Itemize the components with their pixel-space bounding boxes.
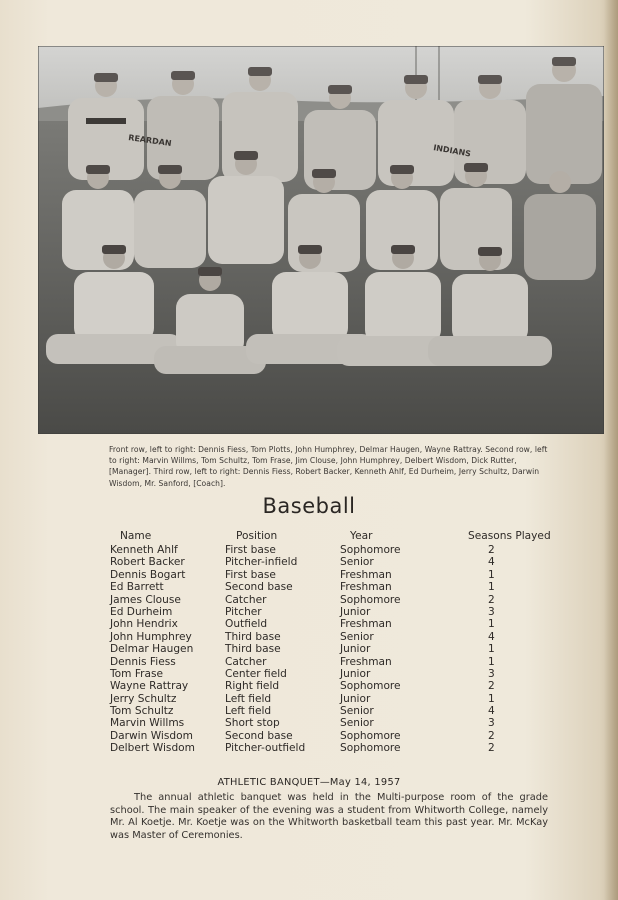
player-position: Pitcher-infield xyxy=(225,556,298,569)
player-name: John Humphrey xyxy=(110,630,192,643)
player-name: Ed Durheim xyxy=(110,605,173,618)
table-row xyxy=(108,680,568,692)
player-seasons: 1 xyxy=(488,655,495,668)
player-position: Center field xyxy=(225,667,287,680)
banquet-title: ATHLETIC BANQUET—May 14, 1957 xyxy=(217,777,401,788)
player-name: James Clouse xyxy=(110,593,181,606)
player-position: Left field xyxy=(225,692,272,705)
player-position: Pitcher-outfield xyxy=(225,742,306,755)
banquet-text: The annual athletic banquet was held in the Multi-purpose room of the grade school. The main speaker of the evening was a student from Whitworth College, namely Mr. Al Koetje. Mr. Koetje was on the Whitworth basketball team this past year. Mr. McKay was Master of Ceremonies. xyxy=(110,792,548,841)
player-name: Wayne Rattray xyxy=(110,680,189,693)
player-year: Sophomore xyxy=(340,742,401,755)
header-year: Year xyxy=(350,530,373,542)
table-row xyxy=(108,631,568,643)
player-seasons: 4 xyxy=(488,630,495,643)
player-year: Senior xyxy=(340,630,374,643)
player-position: First base xyxy=(225,544,276,556)
player-name: Delmar Haugen xyxy=(110,643,194,656)
player-seasons: 4 xyxy=(488,705,495,718)
roster-header-row xyxy=(108,530,568,544)
player-position: Catcher xyxy=(225,655,267,668)
player-seasons: 1 xyxy=(488,618,495,631)
player-position: Outfield xyxy=(225,618,268,631)
player-seasons: 2 xyxy=(488,593,495,606)
player-name: Jerry Schultz xyxy=(110,692,177,705)
jersey-text-indians: INDIANS xyxy=(432,143,472,159)
player-year: Senior xyxy=(340,556,374,569)
team-photo xyxy=(38,46,604,434)
player-position: Second base xyxy=(225,581,293,594)
player-seasons: 1 xyxy=(488,581,495,594)
player-seasons: 4 xyxy=(488,556,495,569)
player-position: Third base xyxy=(225,630,281,643)
table-row xyxy=(108,556,568,568)
player-name: Robert Backer xyxy=(110,556,185,569)
team-photo-image xyxy=(38,46,604,434)
roster-table xyxy=(108,530,568,755)
table-row xyxy=(108,705,568,717)
table-row xyxy=(108,544,568,556)
player-year: Junior xyxy=(340,605,371,618)
table-row xyxy=(108,581,568,593)
photo-caption: Front row, left to right: Dennis Fiess, Tom Plotts, John Humphrey, Delmar Haugen, Wayne Rattray. Second row, left to right: Marvin Willms, Tom Schultz, Tom Frase, Jim Clouse, John Humphrey, Delbert Wisdom, Dick Rutter, [Manager]. Third row, left to right: Dennis Fiess, Robert Backer, Kenneth Ahlf, Ed Durheim, Jerry Schultz, Darwin Wisdom, Mr. Sanford, [Coach]. xyxy=(109,445,548,488)
table-row xyxy=(108,730,568,742)
player-position: First base xyxy=(225,568,276,581)
player-name: Tom Schultz xyxy=(110,705,174,718)
page-title: Baseball xyxy=(262,494,356,518)
player-name: Darwin Wisdom xyxy=(110,729,193,742)
player-position: Left field xyxy=(225,705,272,718)
player-position: Second base xyxy=(225,729,293,742)
player-seasons: 3 xyxy=(488,605,495,618)
player-seasons: 3 xyxy=(488,667,495,680)
player-year: Senior xyxy=(340,705,374,718)
player-position: Catcher xyxy=(225,593,267,606)
player-year: Junior xyxy=(340,643,371,656)
player-year: Sophomore xyxy=(340,544,401,556)
header-position: Position xyxy=(236,530,278,542)
player-year: Sophomore xyxy=(340,729,401,742)
table-row xyxy=(108,742,568,754)
player-position: Pitcher xyxy=(225,605,262,618)
player-position: Short stop xyxy=(225,717,280,730)
table-row xyxy=(108,569,568,581)
player-position: Third base xyxy=(225,643,281,656)
player-name: Tom Frase xyxy=(110,667,164,680)
table-row xyxy=(108,618,568,630)
player-seasons: 2 xyxy=(488,742,495,755)
player-position: Right field xyxy=(225,680,280,693)
player-name: Kenneth Ahlf xyxy=(110,544,178,556)
player-year: Freshman xyxy=(340,581,392,594)
table-row xyxy=(108,643,568,655)
player-year: Freshman xyxy=(340,618,392,631)
player-seasons: 2 xyxy=(488,544,495,556)
table-row xyxy=(108,606,568,618)
player-year: Junior xyxy=(340,692,371,705)
header-name: Name xyxy=(120,530,152,542)
player-year: Freshman xyxy=(340,568,392,581)
header-seasons: Seasons Played xyxy=(468,530,551,542)
player-name: John Hendrix xyxy=(110,618,178,631)
player-year: Freshman xyxy=(340,655,392,668)
player-seasons: 1 xyxy=(488,643,495,656)
player-name: Ed Barrett xyxy=(110,581,164,594)
player-name: Dennis Bogart xyxy=(110,568,186,581)
player-year: Junior xyxy=(340,667,371,680)
table-row xyxy=(108,656,568,668)
table-row xyxy=(108,693,568,705)
player-year: Senior xyxy=(340,717,374,730)
jersey-text-reardan: REARDAN xyxy=(127,133,173,149)
player-name: Delbert Wisdom xyxy=(110,742,195,755)
player-seasons: 1 xyxy=(488,568,495,581)
table-row xyxy=(108,668,568,680)
page-edge-shadow xyxy=(604,0,618,900)
player-year: Sophomore xyxy=(340,680,401,693)
player-seasons: 2 xyxy=(488,680,495,693)
player-seasons: 3 xyxy=(488,717,495,730)
roster-rows xyxy=(108,544,568,755)
player-name: Dennis Fiess xyxy=(110,655,176,668)
player-name: Marvin Willms xyxy=(110,717,185,730)
player-seasons: 1 xyxy=(488,692,495,705)
player-year: Sophomore xyxy=(340,593,401,606)
player-seasons: 2 xyxy=(488,729,495,742)
table-row xyxy=(108,594,568,606)
table-row xyxy=(108,717,568,729)
